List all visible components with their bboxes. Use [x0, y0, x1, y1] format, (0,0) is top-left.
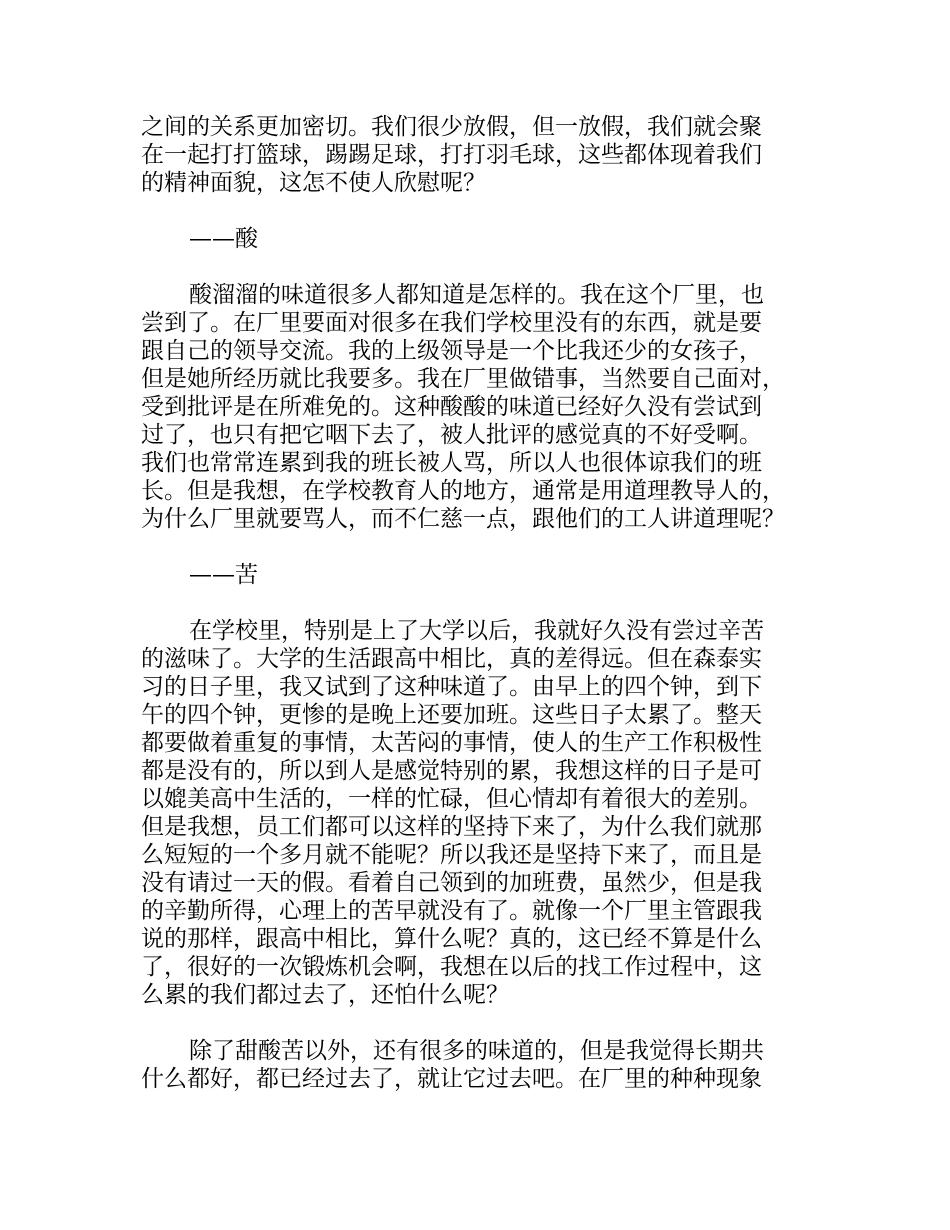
paragraph: [141, 1037, 831, 1093]
text-line: 长。但是我想，在学校教育人的地方，通常是用道理教导人的，: [141, 478, 785, 504]
text-line: 但是我想，员工们都可以这样的坚持下来了，为什么我们就那: [141, 814, 762, 840]
text-line: 的滋味了。大学的生活跟高中相比，真的差得远。但在森泰实: [141, 646, 762, 672]
text-line: 的辛勤所得，心理上的苦早就没有了。就像一个厂里主管跟我: [141, 898, 762, 924]
text-line: 的精神面貌，这怎不使人欣慰呢？: [141, 170, 486, 196]
text-line: 习的日子里，我又试到了这种味道了。由早上的四个钟，到下: [141, 674, 762, 700]
paragraph: [141, 281, 831, 533]
blank-line: [141, 589, 831, 617]
text-line: 没有请过一天的假。看着自己领到的加班费，虽然少，但是我: [141, 870, 762, 896]
text-line: 么累的我们都过去了，还怕什么呢？: [141, 982, 509, 1008]
text-line: 过了，也只有把它咽下去了，被人批评的感觉真的不好受啊。: [141, 422, 762, 448]
paragraph: [141, 617, 831, 1009]
text-line: 午的四个钟，更惨的是晚上还要加班。这些日子太累了。整天: [141, 702, 762, 728]
blank-line: [141, 1009, 831, 1037]
blank-line: [141, 533, 831, 561]
text-line: 酸溜溜的味道很多人都知道是怎样的。我在这个厂里，也: [189, 282, 764, 308]
text-line: 说的那样，跟高中相比，算什么呢？真的，这已经不算是什么: [141, 926, 762, 952]
text-line: 了，很好的一次锻炼机会啊，我想在以后的找工作过程中，这: [141, 954, 762, 980]
text-line: 都是没有的，所以到人是感觉特别的累，我想这样的日子是可: [141, 758, 762, 784]
text-line: 什么都好，都已经过去了，就让它过去吧。在厂里的种种现象: [141, 1066, 762, 1092]
text-line: 之间的关系更加密切。我们很少放假，但一放假，我们就会聚: [141, 114, 762, 140]
text-line: 除了甜酸苦以外，还有很多的味道的，但是我觉得长期共: [189, 1038, 764, 1064]
document-page: [141, 113, 831, 1093]
text-line: 为什么厂里就要骂人，而不仁慈一点，跟他们的工人讲道理呢？: [141, 506, 785, 532]
text-line: 么短短的一个多月就不能呢？所以我还是坚持下来了，而且是: [141, 842, 762, 868]
section-heading: ——酸: [189, 226, 258, 252]
text-line: 我们也常常连累到我的班长被人骂，所以人也很体谅我们的班: [141, 450, 762, 476]
text-line: 受到批评是在所难免的。这种酸酸的味道已经好久没有尝试到: [141, 394, 762, 420]
paragraph: [141, 113, 831, 197]
text-line: 尝到了。在厂里要面对很多在我们学校里没有的东西，就是要: [141, 310, 762, 336]
text-line: 在一起打打篮球，踢踢足球，打打羽毛球，这些都体现着我们: [141, 142, 762, 168]
blank-line: [141, 197, 831, 225]
text-line: 以媲美高中生活的，一样的忙碌，但心情却有着很大的差别。: [141, 786, 762, 812]
text-line: 但是她所经历就比我要多。我在厂里做错事，当然要自己面对，: [141, 366, 785, 392]
text-line: 跟自己的领导交流。我的上级领导是一个比我还少的女孩子，: [141, 338, 762, 364]
blank-line: [141, 253, 831, 281]
section-heading: ——苦: [189, 562, 258, 588]
text-line: 都要做着重复的事情，太苦闷的事情，使人的生产工作积极性: [141, 730, 762, 756]
text-line: 在学校里，特别是上了大学以后，我就好久没有尝过辛苦: [189, 618, 764, 644]
